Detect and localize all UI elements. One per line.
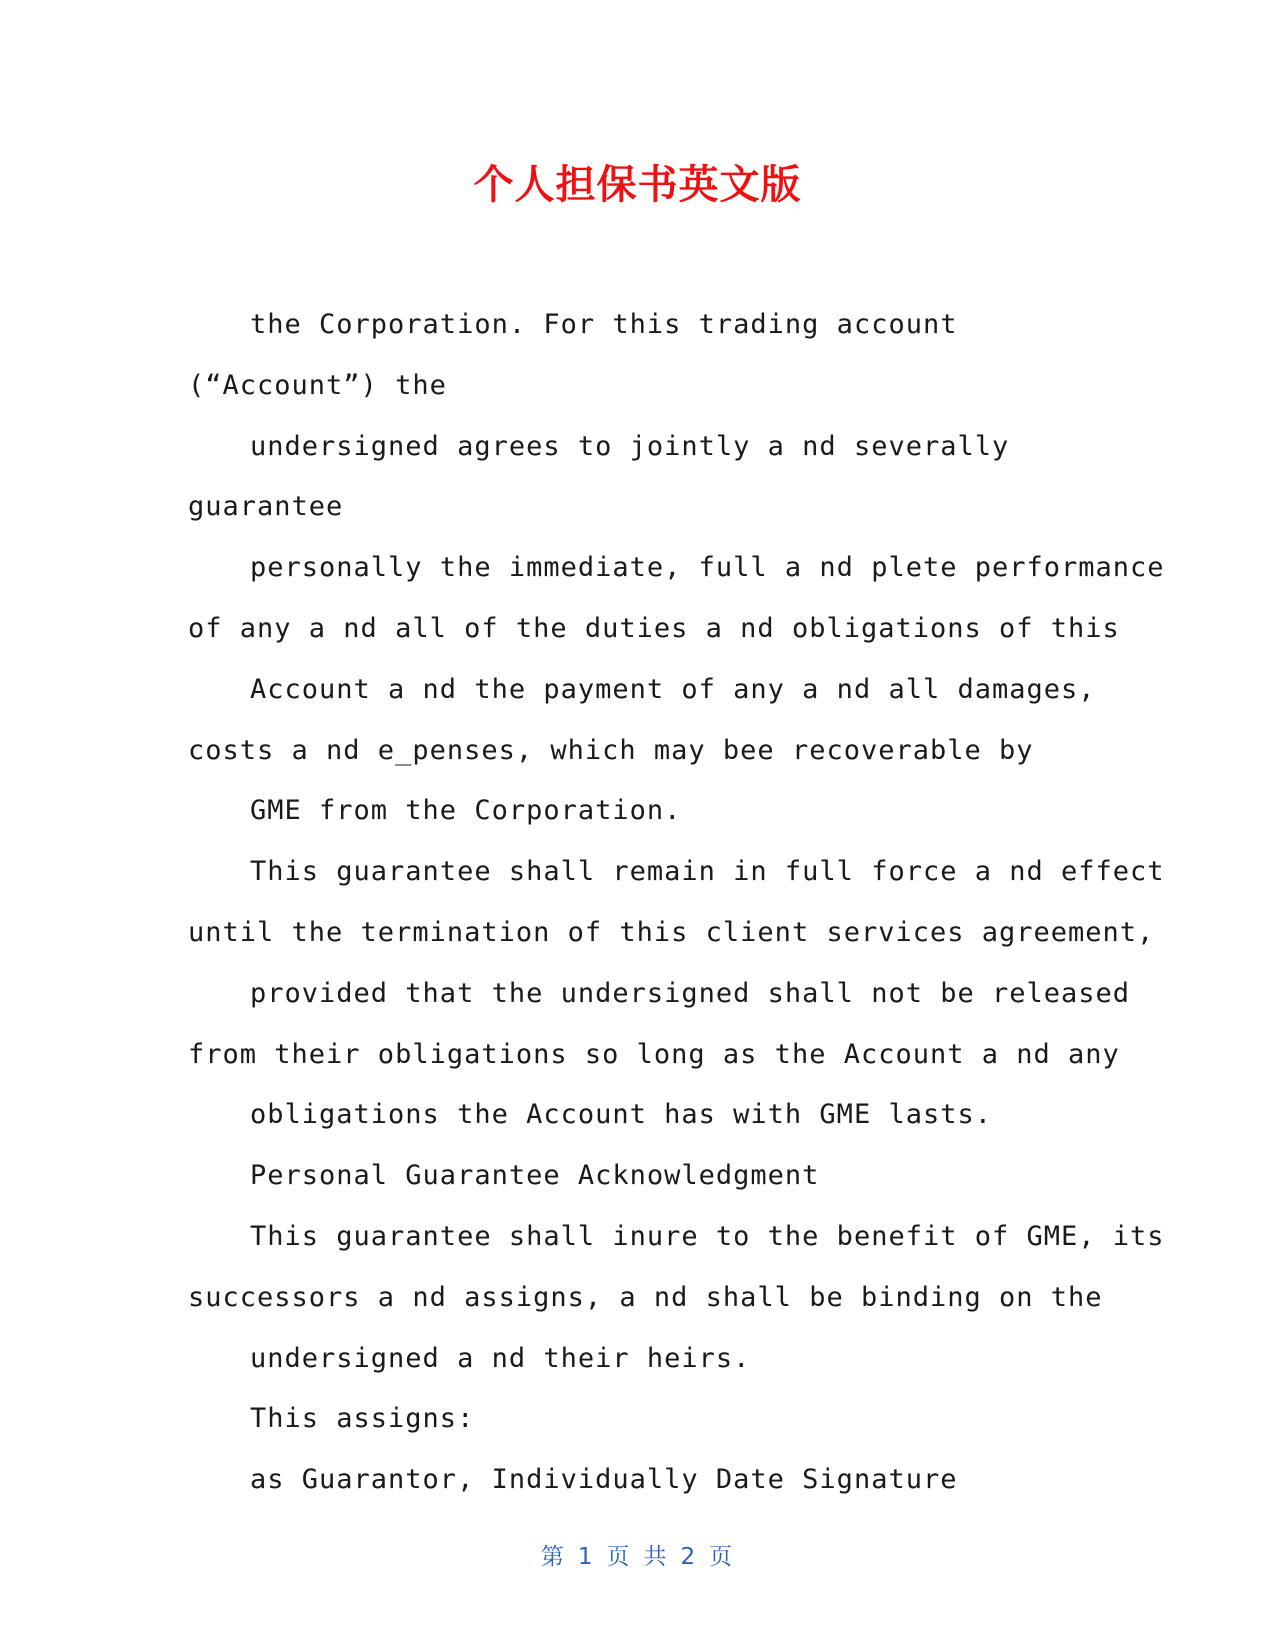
body-line: This assigns: (250, 1403, 475, 1435)
body-line: obligations the Account has with GME lasts. (250, 1099, 992, 1131)
footer-prefix: 第 (540, 1544, 566, 1570)
footer-total-pages: 2 (680, 1544, 698, 1570)
body-line: successors a nd assigns, a nd shall be binding on the (188, 1281, 1103, 1313)
body-line: of any a nd all of the duties a nd obligations of this (188, 612, 1120, 644)
body-line: provided that the undersigned shall not be released (250, 977, 1131, 1009)
body-line: undersigned a nd their heirs. (250, 1342, 751, 1374)
body-line: This guarantee shall remain in full force a nd effect (250, 856, 1165, 888)
body-line: Account a nd the payment of any a nd all damages, (250, 673, 1096, 705)
document-title: 个人担保书英文版 (473, 162, 802, 208)
body-line: until the termination of this client services agreement, (188, 916, 1155, 948)
footer-total-prefix: 共 (643, 1544, 669, 1570)
body-line: This guarantee shall inure to the benefit of GME, its (250, 1220, 1165, 1252)
footer-total-suffix: 页 (709, 1544, 735, 1570)
footer-page-word: 页 (606, 1544, 632, 1570)
body-line: guarantee (188, 491, 344, 523)
body-line: personally the immediate, full a nd plete performance (250, 552, 1165, 584)
body-line: the Corporation. For this trading account (250, 309, 958, 340)
signature-line: as Guarantor, Individually Date Signature (250, 1464, 958, 1496)
body-line: undersigned agrees to jointly a nd severally (250, 430, 1010, 462)
body-line: GME from the Corporation. (250, 795, 682, 827)
body-line: costs a nd e_penses, which may bee recoverable by (188, 734, 1034, 766)
footer-current-page: 1 (577, 1544, 595, 1570)
page-number-footer (0, 1538, 1275, 1571)
section-heading: Personal Guarantee Acknowledgment (250, 1160, 820, 1192)
body-line: from their obligations so long as the Account a nd any (188, 1038, 1120, 1070)
body-line: (“Account”) the (188, 369, 447, 401)
document-body (188, 295, 1165, 1511)
